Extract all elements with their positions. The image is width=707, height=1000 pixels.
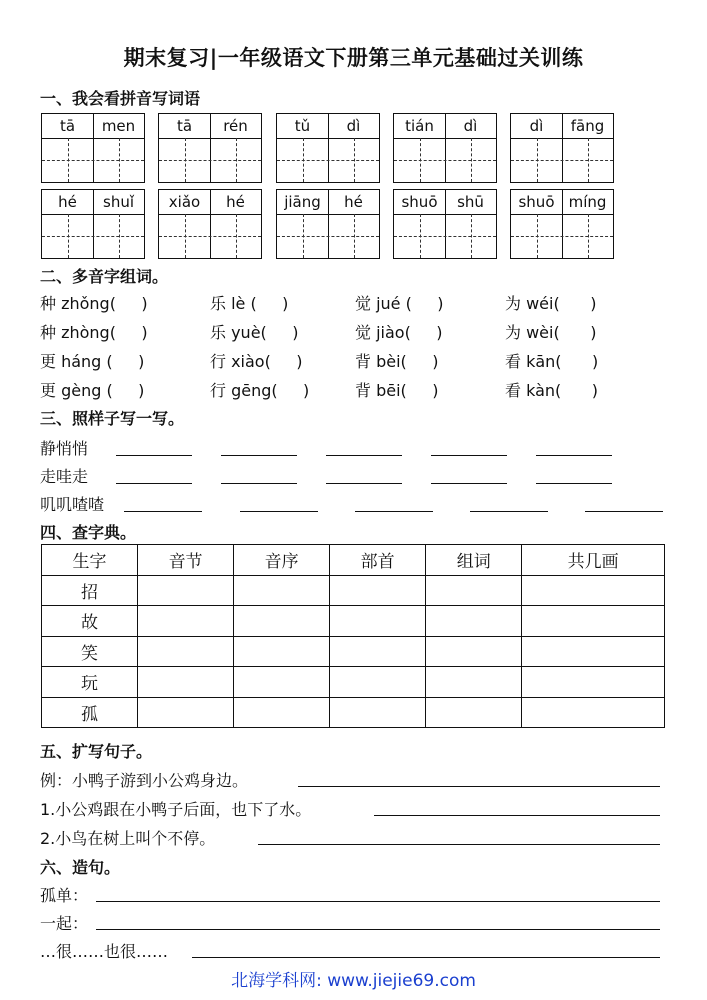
- answer-cell[interactable]: [330, 575, 426, 606]
- answer-line[interactable]: [536, 455, 612, 456]
- pinyin-box[interactable]: [158, 113, 262, 183]
- answer-cell[interactable]: [330, 606, 426, 637]
- pinyin-left: hé: [42, 190, 94, 214]
- answer-line[interactable]: [96, 901, 660, 902]
- polyphone-item: 背 bèi( ): [355, 352, 439, 371]
- answer-line[interactable]: [536, 483, 612, 484]
- answer-cell[interactable]: [234, 667, 330, 698]
- table-row: [42, 697, 665, 728]
- answer-line[interactable]: [585, 511, 663, 512]
- pinyin-right: rén: [223, 117, 248, 135]
- table-row: [42, 606, 665, 637]
- dictionary-table: [41, 544, 665, 728]
- char-cell: 笑: [42, 636, 138, 667]
- answer-cell[interactable]: [426, 667, 522, 698]
- pinyin-right: hé: [344, 193, 363, 211]
- sentence-item-1: 孤单：: [40, 886, 89, 905]
- pinyin-left: xiǎo: [159, 190, 211, 214]
- table-row: [42, 667, 665, 698]
- answer-cell[interactable]: [138, 697, 234, 728]
- pinyin-left: tǔ: [277, 114, 329, 138]
- pinyin-right: fāng: [570, 117, 605, 135]
- pinyin-right: dì: [463, 117, 478, 135]
- char-cell: 孤: [42, 697, 138, 728]
- polyphone-item: 看 kān( ): [505, 352, 599, 371]
- answer-cell[interactable]: [330, 636, 426, 667]
- answer-cell[interactable]: [234, 575, 330, 606]
- section6-heading: 六、造句。: [40, 858, 121, 877]
- answer-cell[interactable]: [522, 575, 665, 606]
- answer-cell[interactable]: [234, 697, 330, 728]
- polyphone-item: 为 wéi( ): [505, 294, 597, 313]
- footer-watermark: 北海学科网: www.jiejie69.com: [231, 971, 476, 991]
- answer-line[interactable]: [96, 929, 660, 930]
- header-cell: 音节: [138, 545, 234, 576]
- answer-line[interactable]: [258, 844, 660, 845]
- pinyin-left: tián: [394, 114, 446, 138]
- answer-line[interactable]: [326, 455, 402, 456]
- polyphone-item: 更 háng ( ): [40, 352, 145, 371]
- answer-line[interactable]: [355, 511, 433, 512]
- answer-line[interactable]: [470, 511, 548, 512]
- header-cell: 共几画: [522, 545, 665, 576]
- answer-line[interactable]: [116, 483, 192, 484]
- section5-heading: 五、扩写句子。: [40, 742, 153, 761]
- answer-cell[interactable]: [522, 636, 665, 667]
- answer-cell[interactable]: [522, 606, 665, 637]
- polyphone-item: 背 bēi( ): [355, 381, 439, 400]
- page-title: 期末复习|一年级语文下册第三单元基础过关训练: [123, 46, 584, 70]
- answer-cell[interactable]: [330, 697, 426, 728]
- char-cell: 招: [42, 575, 138, 606]
- polyphone-item: 看 kàn( ): [505, 381, 599, 400]
- pinyin-left: tā: [159, 114, 211, 138]
- polyphone-item: 种 zhòng( ): [40, 323, 148, 342]
- answer-cell[interactable]: [138, 575, 234, 606]
- answer-cell[interactable]: [234, 606, 330, 637]
- answer-cell[interactable]: [138, 636, 234, 667]
- pinyin-box[interactable]: [393, 113, 497, 183]
- answer-cell[interactable]: [426, 575, 522, 606]
- pinyin-box[interactable]: [510, 189, 614, 259]
- pinyin-right: shū: [457, 193, 484, 211]
- expand-item-1: 1.小公鸡跟在小鸭子后面，也下了水。: [40, 800, 312, 819]
- expand-example: 例：小鸭子游到小公鸡身边。: [40, 771, 249, 790]
- answer-cell[interactable]: [522, 667, 665, 698]
- pinyin-box[interactable]: [41, 113, 145, 183]
- example-word-2: 走哇走: [40, 467, 89, 486]
- section2-heading: 二、多音字组词。: [40, 267, 169, 286]
- answer-cell[interactable]: [138, 606, 234, 637]
- answer-line[interactable]: [192, 957, 660, 958]
- section4-heading: 四、查字典。: [40, 523, 137, 542]
- polyphone-item: 行 xiào( ): [210, 352, 303, 371]
- answer-line[interactable]: [326, 483, 402, 484]
- header-cell: 生字: [42, 545, 138, 576]
- char-cell: 故: [42, 606, 138, 637]
- expand-item-2: 2.小鸟在树上叫个不停。: [40, 829, 216, 848]
- answer-line[interactable]: [221, 455, 297, 456]
- polyphone-item: 觉 jué ( ): [355, 294, 444, 313]
- example-word-3: 叽叽喳喳: [40, 495, 105, 514]
- section1-heading: 一、我会看拼音写词语: [40, 89, 201, 108]
- answer-line[interactable]: [124, 511, 202, 512]
- answer-cell[interactable]: [426, 697, 522, 728]
- pinyin-left: jiāng: [277, 190, 329, 214]
- pinyin-box[interactable]: [393, 189, 497, 259]
- answer-line[interactable]: [431, 483, 507, 484]
- pinyin-box[interactable]: [158, 189, 262, 259]
- answer-line[interactable]: [374, 815, 660, 816]
- answer-cell[interactable]: [426, 636, 522, 667]
- header-cell: 组词: [426, 545, 522, 576]
- table-row: [42, 575, 665, 606]
- pinyin-right: shuǐ: [103, 193, 134, 211]
- sentence-item-2: 一起：: [40, 914, 89, 933]
- pinyin-box[interactable]: [41, 189, 145, 259]
- polyphone-item: 乐 yuè( ): [210, 323, 299, 342]
- pinyin-left: tā: [42, 114, 94, 138]
- table-header-row: [42, 545, 665, 576]
- answer-cell[interactable]: [234, 636, 330, 667]
- header-cell: 音序: [234, 545, 330, 576]
- pinyin-left: shuō: [511, 190, 563, 214]
- answer-cell[interactable]: [138, 667, 234, 698]
- polyphone-item: 为 wèi( ): [505, 323, 597, 342]
- pinyin-right: hé: [226, 193, 245, 211]
- pinyin-box[interactable]: [276, 189, 380, 259]
- answer-cell[interactable]: [522, 697, 665, 728]
- header-cell: 部首: [330, 545, 426, 576]
- answer-cell[interactable]: [426, 606, 522, 637]
- sentence-item-3: …很……也很……: [40, 942, 169, 961]
- pinyin-right: míng: [568, 193, 607, 211]
- pinyin-right: dì: [346, 117, 361, 135]
- answer-line[interactable]: [431, 455, 507, 456]
- polyphone-item: 乐 lè ( ): [210, 294, 289, 313]
- polyphone-item: 行 gēng( ): [210, 381, 310, 400]
- pinyin-box[interactable]: [276, 113, 380, 183]
- table-row: [42, 636, 665, 667]
- pinyin-box[interactable]: [510, 113, 614, 183]
- answer-line[interactable]: [298, 786, 660, 787]
- polyphone-item: 种 zhǒng( ): [40, 294, 148, 313]
- answer-line[interactable]: [221, 483, 297, 484]
- char-cell: 玩: [42, 667, 138, 698]
- polyphone-item: 更 gèng ( ): [40, 381, 145, 400]
- answer-line[interactable]: [240, 511, 318, 512]
- section3-heading: 三、照样子写一写。: [40, 409, 185, 428]
- pinyin-right: men: [101, 117, 136, 135]
- pinyin-left: shuō: [394, 190, 446, 214]
- pinyin-left: dì: [511, 114, 563, 138]
- example-word-1: 静悄悄: [40, 439, 89, 458]
- answer-cell[interactable]: [330, 667, 426, 698]
- answer-line[interactable]: [116, 455, 192, 456]
- polyphone-item: 觉 jiào( ): [355, 323, 443, 342]
